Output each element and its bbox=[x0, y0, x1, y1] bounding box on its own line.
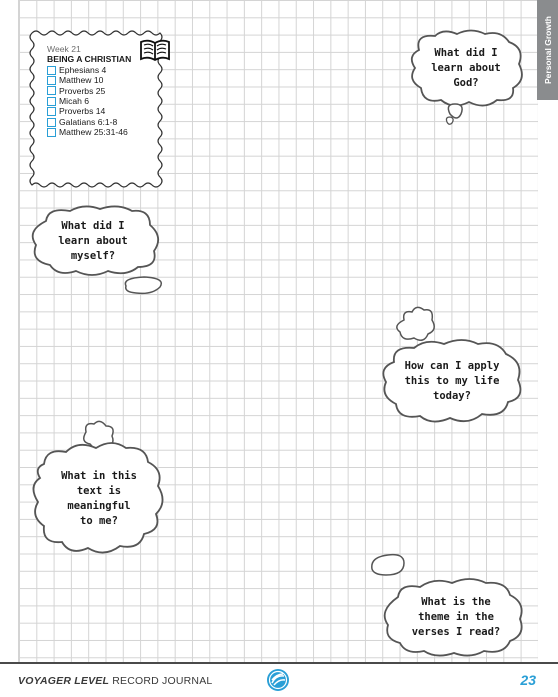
reading-item[interactable] bbox=[47, 127, 157, 137]
thought-bubble-myself bbox=[26, 203, 166, 299]
footer-rule bbox=[0, 662, 558, 664]
section-tab bbox=[537, 0, 558, 100]
thought-bubble-apply bbox=[376, 306, 526, 436]
checkbox-icon[interactable] bbox=[47, 97, 56, 106]
page-number: 23 bbox=[520, 672, 536, 688]
prompt-apply: How can I apply this to my life today? bbox=[404, 359, 500, 402]
reading-label: Proverbs 25 bbox=[59, 85, 106, 96]
section-tab-label: Personal Growth bbox=[542, 15, 553, 85]
reading-label: Micah 6 bbox=[59, 96, 90, 107]
reading-item[interactable] bbox=[47, 65, 157, 75]
checkbox-icon[interactable] bbox=[47, 66, 56, 75]
week-label: Week 21 bbox=[47, 44, 81, 54]
journal-title bbox=[18, 675, 212, 687]
prompt-myself: What did I learn about myself? bbox=[58, 219, 128, 262]
journal-level: VOYAGER LEVEL bbox=[18, 675, 110, 687]
reading-item[interactable] bbox=[47, 106, 157, 116]
thought-bubble-meaningful bbox=[28, 420, 170, 570]
checkbox-icon[interactable] bbox=[47, 107, 56, 116]
reading-item[interactable] bbox=[47, 96, 157, 106]
prompt-god: What did I learn about God? bbox=[431, 46, 501, 89]
reading-topic: BEING A CHRISTIAN bbox=[47, 54, 132, 65]
reading-label: Proverbs 14 bbox=[59, 106, 106, 117]
thought-bubble-theme bbox=[370, 553, 528, 659]
prompt-theme: What is the theme in the verses I read? bbox=[411, 595, 501, 638]
thought-bubble-god bbox=[405, 28, 527, 130]
reading-item[interactable] bbox=[47, 117, 157, 127]
reading-label: Galatians 6:1-8 bbox=[59, 116, 118, 127]
reading-stamp bbox=[22, 27, 170, 195]
reading-label: Matthew 10 bbox=[59, 75, 104, 86]
reading-label: Matthew 25:31-46 bbox=[59, 127, 128, 138]
checkbox-icon[interactable] bbox=[47, 86, 56, 95]
reading-item[interactable] bbox=[47, 86, 157, 96]
reading-item[interactable] bbox=[47, 75, 157, 85]
journal-subtitle: RECORD JOURNAL bbox=[112, 675, 213, 687]
prompt-meaningful: What in this text is meaningful to me? bbox=[61, 470, 137, 527]
checkbox-icon[interactable] bbox=[47, 76, 56, 85]
reading-label: Ephesians 4 bbox=[59, 64, 107, 75]
pathfinder-logo-icon bbox=[266, 668, 290, 692]
page-footer bbox=[0, 662, 558, 697]
checkbox-icon[interactable] bbox=[47, 128, 56, 137]
checkbox-icon[interactable] bbox=[47, 118, 56, 127]
